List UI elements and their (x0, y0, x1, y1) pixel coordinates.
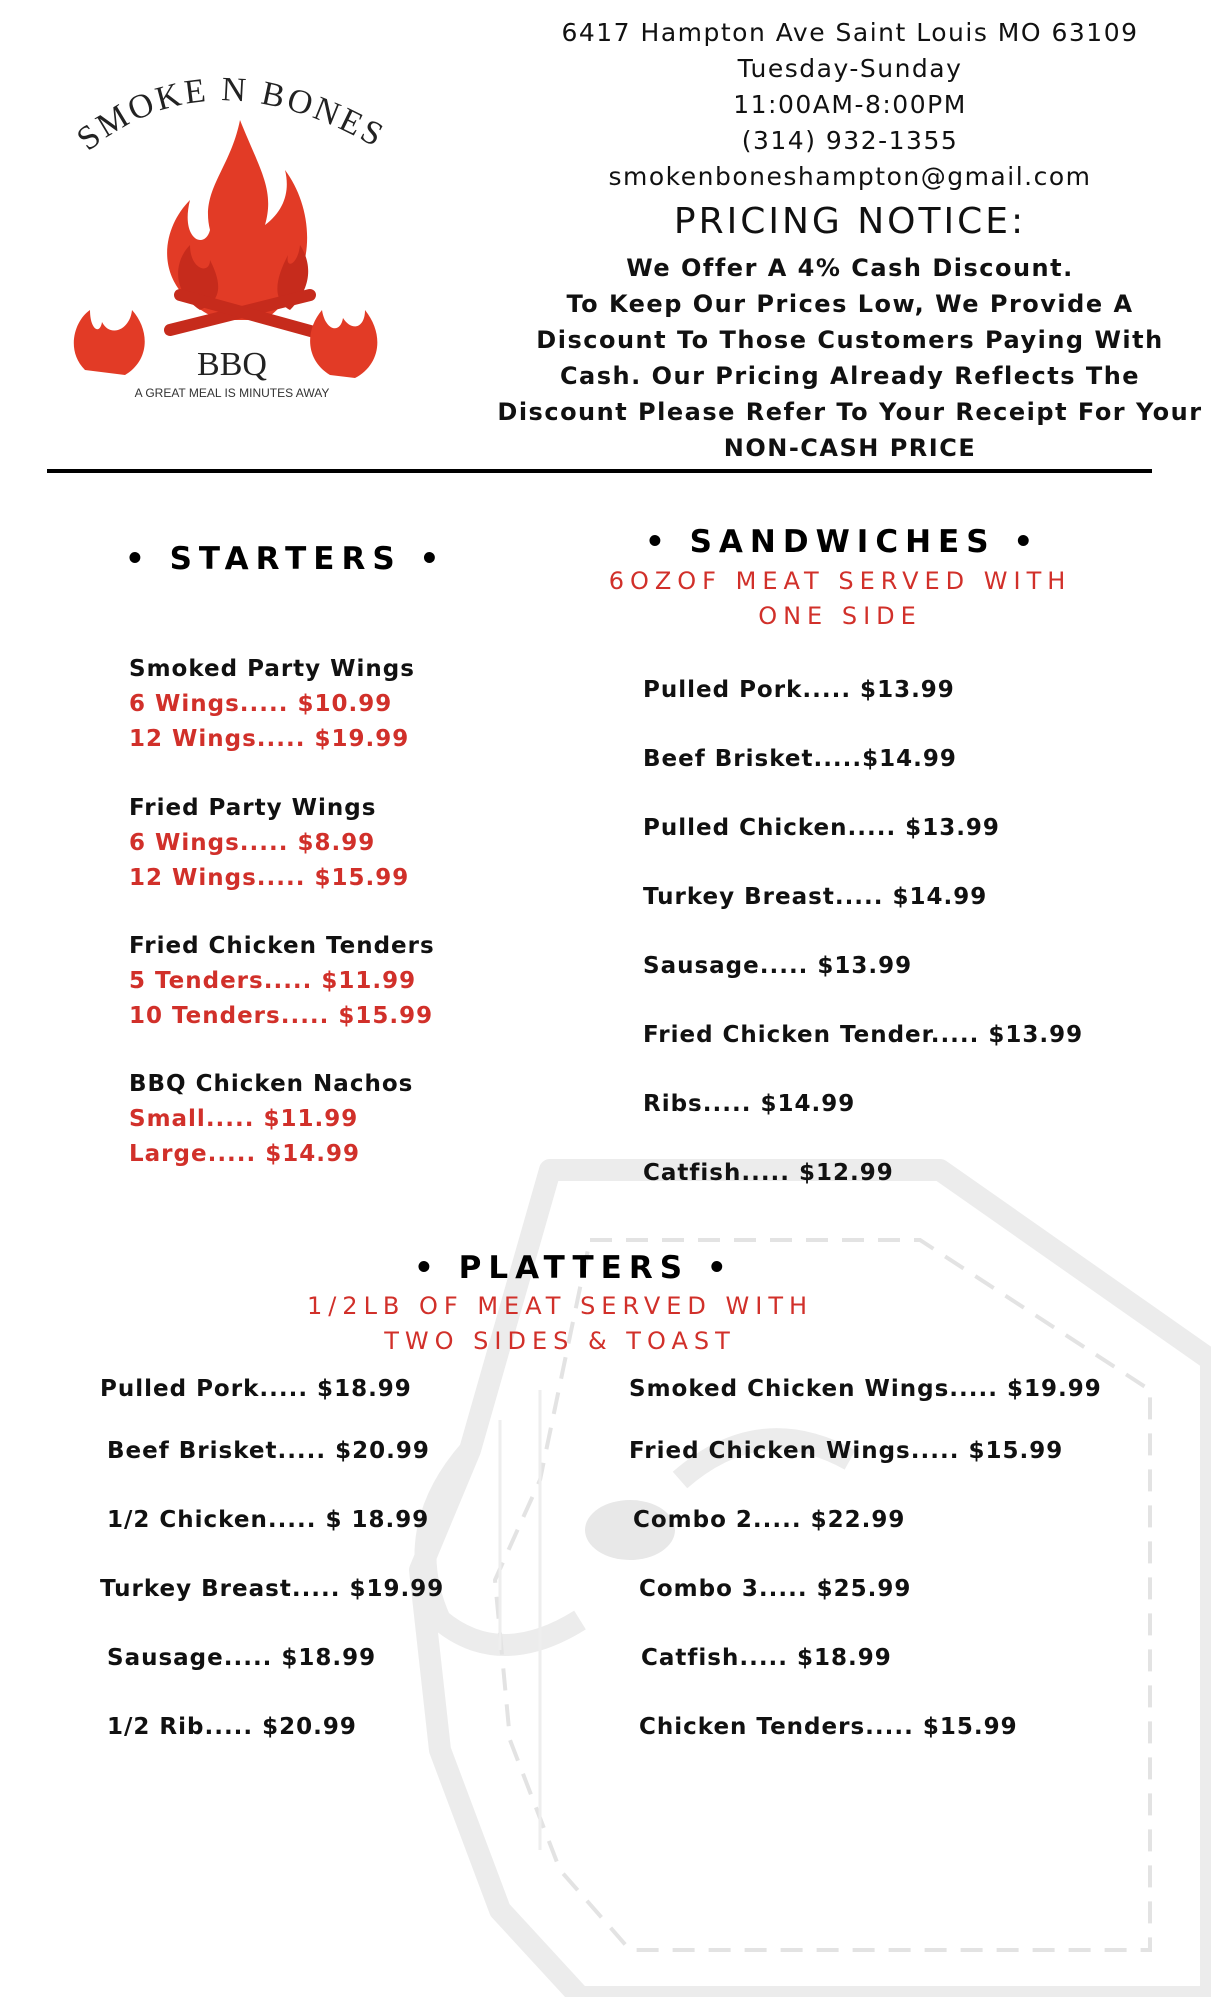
logo-brand-text: SMOKE N BONES (70, 71, 392, 159)
starter-option: 6 Wings..... $8.99 (129, 830, 376, 856)
sandwich-item: Beef Brisket.....$14.99 (643, 746, 957, 772)
sandwich-item: Sausage..... $13.99 (643, 953, 913, 979)
pricing-notice-title: PRICING NOTICE: (673, 201, 1027, 242)
platters-heading: • PLATTERS • (414, 1250, 734, 1286)
platter-item: Catfish..... $18.99 (641, 1645, 892, 1671)
starter-option: 12 Wings..... $15.99 (129, 865, 410, 891)
platter-item: Combo 3..... $25.99 (639, 1576, 912, 1602)
sandwiches-subtitle: ONE SIDE (758, 602, 922, 630)
starter-option: 6 Wings..... $10.99 (129, 691, 393, 717)
svg-text:SMOKE N BONES (70, 71, 391, 158)
starter-option: 10 Tenders..... $15.99 (129, 1003, 434, 1029)
pricing-notice-line: To Keep Our Prices Low, We Provide A (566, 290, 1134, 318)
platter-item: Chicken Tenders..... $15.99 (639, 1714, 1018, 1740)
starter-option: 12 Wings..... $19.99 (129, 726, 410, 752)
open-days: Tuesday-Sunday (737, 54, 963, 83)
logo-tagline: A GREAT MEAL IS MINUTES AWAY (134, 386, 330, 400)
sandwich-item: Catfish..... $12.99 (643, 1160, 894, 1186)
sandwich-item: Pulled Pork..... $13.99 (643, 677, 955, 703)
sandwich-item: Ribs..... $14.99 (643, 1091, 856, 1117)
pricing-notice-line: Discount Please Refer To Your Receipt For Your (497, 398, 1203, 426)
sandwich-item: Fried Chicken Tender..... $13.99 (643, 1022, 1084, 1048)
platter-item: Combo 2..... $22.99 (633, 1507, 906, 1533)
platter-item: Sausage..... $18.99 (107, 1645, 377, 1671)
starter-name: BBQ Chicken Nachos (129, 1071, 414, 1097)
sandwich-item: Turkey Breast..... $14.99 (643, 884, 988, 910)
pricing-notice-line: Cash. Our Pricing Already Reflects The (559, 362, 1141, 390)
logo-bbq-text: BBQ (197, 346, 267, 383)
starter-option: Small..... $11.99 (129, 1106, 359, 1132)
sandwiches-heading: • SANDWICHES • (645, 524, 1041, 560)
platter-item: 1/2 Chicken..... $ 18.99 (107, 1507, 430, 1533)
starters-heading: • STARTERS • (125, 541, 447, 577)
platters-subtitle: TWO SIDES & TOAST (384, 1327, 736, 1355)
email-address[interactable]: smokenboneshampton@gmail.com (608, 162, 1092, 191)
starter-name: Fried Party Wings (129, 795, 377, 821)
platter-item: Turkey Breast..... $19.99 (100, 1576, 445, 1602)
starter-name: Smoked Party Wings (129, 656, 415, 682)
brand-logo (60, 60, 400, 400)
sandwich-item: Pulled Chicken..... $13.99 (643, 815, 1000, 841)
address: 6417 Hampton Ave Saint Louis MO 63109 (561, 18, 1139, 47)
starter-name: Fried Chicken Tenders (129, 933, 435, 959)
pricing-notice-line: Discount To Those Customers Paying With (536, 326, 1164, 354)
starter-option: Large..... $14.99 (129, 1141, 361, 1167)
pricing-notice-line: We Offer A 4% Cash Discount. (626, 254, 1074, 282)
platter-item: Beef Brisket..... $20.99 (107, 1438, 430, 1464)
platter-item: 1/2 Rib..... $20.99 (107, 1714, 357, 1740)
phone-number[interactable]: (314) 932-1355 (741, 126, 959, 155)
sandwiches-subtitle: 6OZOF MEAT SERVED WITH (608, 567, 1072, 595)
logo-graphic (60, 60, 400, 400)
platter-item: Fried Chicken Wings..... $15.99 (629, 1438, 1064, 1464)
open-hours: 11:00AM-8:00PM (733, 90, 967, 119)
platters-subtitle: 1/2LB OF MEAT SERVED WITH (306, 1292, 814, 1320)
header-divider (47, 469, 1152, 473)
starter-option: 5 Tenders..... $11.99 (129, 968, 417, 994)
platter-item: Smoked Chicken Wings..... $19.99 (629, 1376, 1102, 1402)
platter-item: Pulled Pork..... $18.99 (100, 1376, 412, 1402)
pricing-notice-line: NON-CASH PRICE (723, 434, 977, 462)
